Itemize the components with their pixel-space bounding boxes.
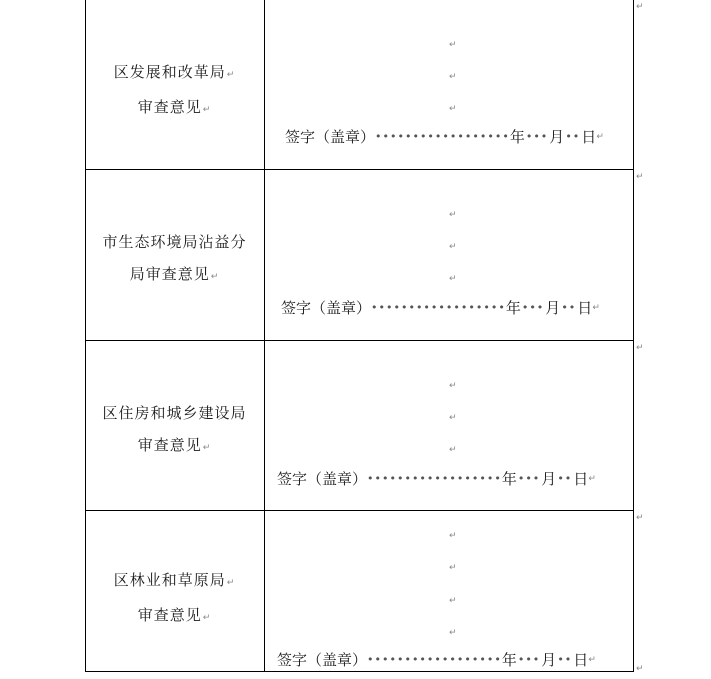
label-line-2: 审查意见 [137,606,202,624]
day-label: 日 [577,299,593,317]
review-row-development-reform [85,0,634,170]
paragraph-mark: ↵ [449,628,457,638]
review-row-housing-construction [85,341,634,511]
label-line-2: 审查意见 [137,98,202,116]
paragraph-mark: ↵ [449,274,457,284]
signature-label: 签字（盖章） [281,299,372,317]
signature-line: 签字（盖章） •••••••••••••••••• 年 ••• 月 •• 日 ↵ [281,299,600,317]
month-label: 月 [541,651,557,669]
review-row-ecology-environment [85,170,634,341]
signature-line: 签字（盖章） •••••••••••••••••• 年 ••• 月 •• 日 ↵ [285,128,604,146]
month-label: 月 [541,470,557,488]
day-label: 日 [573,470,589,488]
paragraph-mark: ↵ [449,563,457,573]
signature-line: 签字（盖章） •••••••••••••••••• 年 ••• 月 •• 日 ↵ [277,651,596,669]
signature-line: 签字（盖章） •••••••••••••••••• 年 ••• 月 •• 日 ↵ [277,470,596,488]
paragraph-mark: ↵ [449,104,457,114]
year-label: 年 [509,128,525,146]
paragraph-mark: ↵ [449,40,457,50]
review-row-label: 区发展和改革局↵ 审查意见↵ [113,63,236,116]
signature-label: 签字（盖章） [277,651,368,669]
label-line-1: 区林业和草原局 [113,571,226,589]
label-line-2: 局审查意见 [129,265,210,283]
signature-label: 签字（盖章） [285,128,376,146]
review-row-label: 区林业和草原局↵ 审查意见↵ [113,571,236,624]
label-line-1: 区住房和城乡建设局 [102,404,247,422]
end-of-row-mark: ↵ [636,172,644,182]
review-row-label: 市生态环境局沾益分 局审查意见↵ [102,233,247,283]
paragraph-mark: ↵ [449,596,457,606]
label-line-1: 区发展和改革局 [113,63,226,81]
month-label: 月 [549,128,565,146]
paragraph-mark: ↵ [449,242,457,252]
paragraph-mark: ↵ [449,72,457,82]
month-label: 月 [545,299,561,317]
end-of-row-mark: ↵ [636,2,644,12]
year-label: 年 [501,651,517,669]
signature-label: 签字（盖章） [277,470,368,488]
end-of-row-mark: ↵ [636,664,644,674]
label-line-2: 审查意见 [137,436,202,454]
end-of-row-mark: ↵ [636,513,644,523]
review-row-forestry-grassland [85,511,634,672]
year-label: 年 [505,299,521,317]
paragraph-mark: ↵ [449,413,457,423]
year-label: 年 [501,470,517,488]
paragraph-mark: ↵ [449,381,457,391]
label-line-1: 市生态环境局沾益分 [102,233,247,251]
end-of-row-mark: ↵ [636,343,644,353]
paragraph-mark: ↵ [449,445,457,455]
review-row-label: 区住房和城乡建设局 审查意见↵ [102,404,247,454]
paragraph-mark: ↵ [449,531,457,541]
paragraph-mark: ↵ [449,210,457,220]
day-label: 日 [573,651,589,669]
day-label: 日 [581,128,597,146]
